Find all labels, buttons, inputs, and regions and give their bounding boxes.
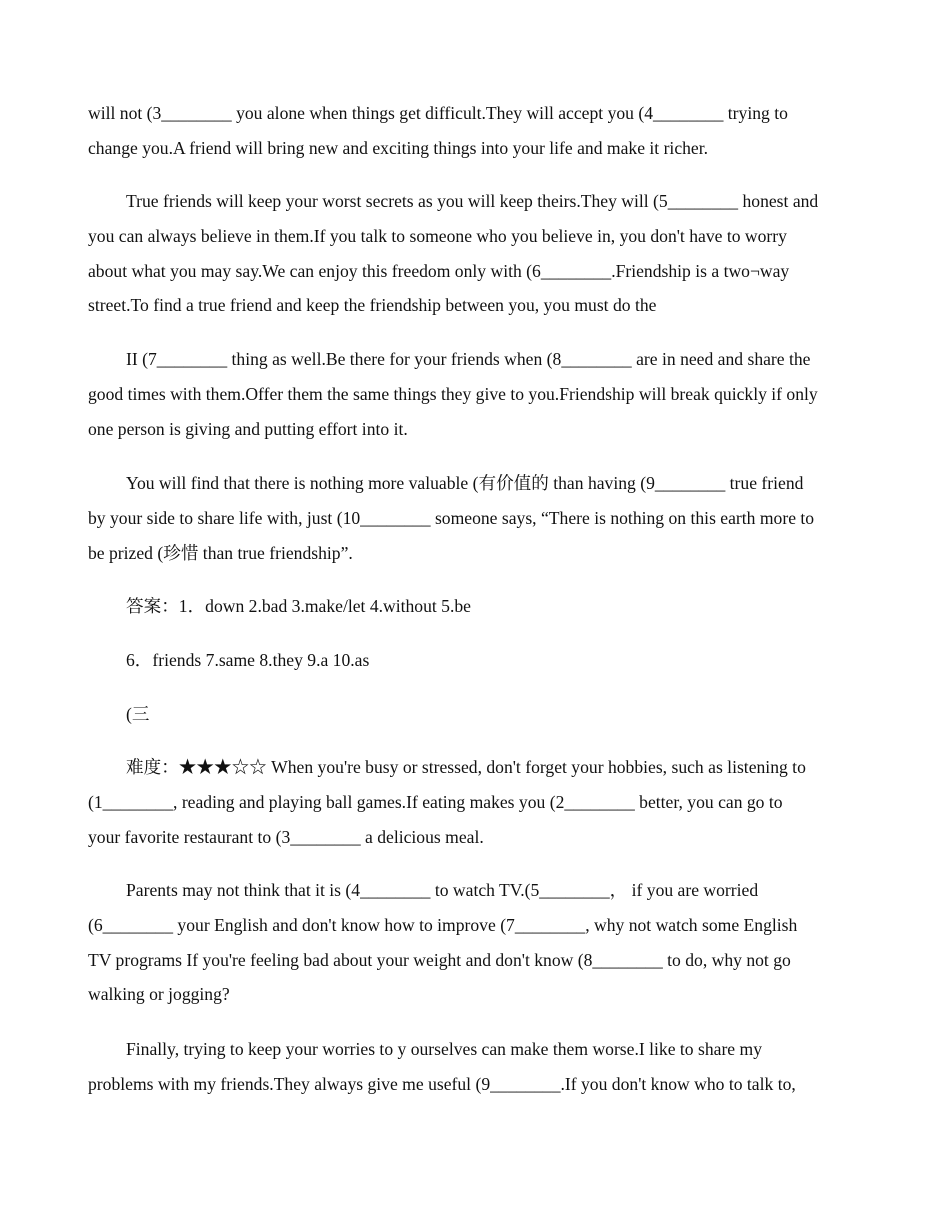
text-line: You will find that there is nothing more valuable (有价值的 than having (9________ true friend [126, 473, 804, 493]
answer-line-1 [88, 589, 864, 624]
paragraph-5 [88, 750, 864, 854]
text-line: 难度：★★★☆☆ When you're busy or stressed, don't forget your hobbies, such as listening to [126, 757, 806, 777]
text-line: about what you may say.We can enjoy this freedom only with (6________.Friendship is a two¬way [88, 260, 790, 281]
text-line: problems with my friends.They always give me useful (9________.If you don't know who to talk to, [88, 1073, 796, 1094]
paragraph-3 [88, 342, 864, 446]
paragraph-6 [88, 873, 864, 1012]
text-line: by your side to share life with, just (10________ someone says, “There is nothing on this earth more to [88, 507, 815, 528]
section-heading [88, 697, 864, 732]
answer-text: 答案：1．down 2.bad 3.make/let 4.without 5.be [126, 596, 471, 616]
section-mark: (三 [126, 704, 150, 724]
text-line: good times with them.Offer them the same things they give to you.Friendship will break quickly if only [88, 383, 818, 404]
text-line: II (7________ thing as well.Be there for your friends when (8________ are in need and share the [126, 349, 811, 369]
paragraph-7 [88, 1032, 864, 1102]
text-line: one person is giving and putting effort into it. [88, 418, 408, 439]
text-line: Finally, trying to keep your worries to y ourselves can make them worse.I like to share my [126, 1039, 762, 1059]
paragraph-2 [88, 184, 864, 323]
text-line: (6________ your English and don't know how to improve (7________, why not watch some English [88, 914, 798, 935]
paragraph-1 [88, 96, 864, 166]
paragraph-4 [88, 466, 864, 570]
text-line: TV programs If you're feeling bad about your weight and don't know (8________ to do, why not go [88, 949, 791, 970]
text-line: (1________, reading and playing ball games.If eating makes you (2________ better, you can go to [88, 791, 783, 812]
text-line: walking or jogging? [88, 984, 230, 1005]
answer-line-2 [88, 643, 864, 678]
text-line: will not (3________ you alone when things get difficult.They will accept you (4________ trying to [88, 103, 788, 123]
text-line: be prized (珍惜 than true friendship”. [88, 542, 353, 563]
text-line: your favorite restaurant to (3________ a delicious meal. [88, 826, 484, 847]
text-line: change you.A friend will bring new and exciting things into your life and make it richer. [88, 137, 709, 158]
text-line: Parents may not think that it is (4________ to watch TV.(5________， if you are worried [126, 880, 759, 900]
text-line: street.To find a true friend and keep the friendship between you, you must do the [88, 295, 657, 316]
answer-text: 6．friends 7.same 8.they 9.a 10.as [126, 650, 370, 670]
text-line: you can always believe in them.If you talk to someone who you believe in, you don't have to worry [88, 225, 787, 246]
text-line: True friends will keep your worst secrets as you will keep theirs.They will (5________ honest and [126, 191, 819, 211]
